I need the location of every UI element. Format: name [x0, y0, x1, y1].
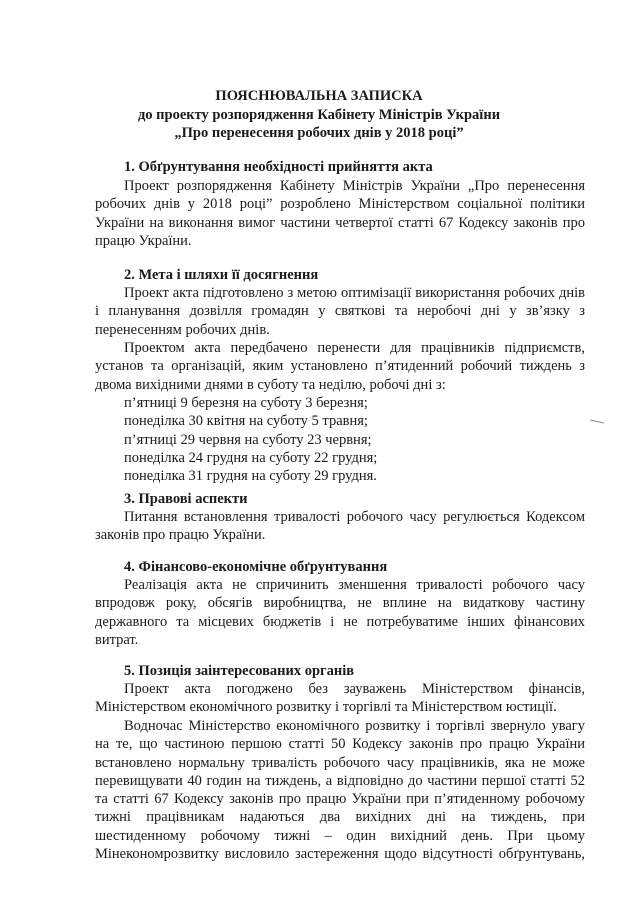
section-5-paragraph-2: Водночас Міністерство економічного розвитку і торгівлі звернуло увагу на те, що частиною першою статті 50 Кодексу законів про працю України встановлено нормальну тривалість робочого часу працівників, яка не може перевищувати 40 годин на тиждень, а відповідно до частини першої статті 52 та статті 67 Кодексу законів про працю України при п’ятиденному робочому тижні працівникам надаються два вихідних дні на тиждень, при шестиденному робочому тижні – один вихідний день. При цьому Мінекономрозвитку висловило застереження щодо відсутності обґрунтувань,: [95, 718, 585, 863]
list-item: понеділка 30 квітня на суботу 5 травня;: [124, 413, 368, 430]
document-subtitle-line1: до проекту розпорядження Кабінету Міністрів України: [137, 107, 501, 123]
section-2-title: 2. Мета і шляхи її досягнення: [124, 267, 319, 283]
section-1-title: 1. Обґрунтування необхідності прийняття акта: [124, 159, 433, 175]
section-3-paragraph: Питання встановлення тривалості робочого часу регулюється Кодексом законів про працю України.: [95, 509, 585, 544]
section-5-title: 5. Позиція заінтересованих органів: [124, 663, 355, 679]
document-subtitle-line2: „Про перенесення робочих днів у 2018 році”: [174, 125, 464, 141]
section-5-paragraph-1: Проект акта погоджено без зауважень Міністерством фінансів, Міністерством економічного розвитку і торгівлі та Міністерством юстиції.: [95, 681, 585, 716]
section-1-paragraph: Проект розпорядження Кабінету Міністрів України „Про перенесення робочих днів у 2018 році” розроблено Міністерством соціальної політики України на виконання вимог частини четвертої статті 67 Кодексу законів про працю України.: [95, 178, 585, 249]
section-3-title: 3. Правові аспекти: [124, 491, 248, 507]
section-4-title: 4. Фінансово-економічне обґрунтування: [124, 559, 388, 575]
transfer-days-list: [124, 394, 377, 485]
section-2-paragraph-2: Проектом акта передбачено перенести для працівників підприємств, установ та організацій, яким установлено п’ятиденний робочий тиждень з двома вихідними днями в суботу та неділю, робочі дні з:: [95, 340, 585, 393]
list-item: п’ятниці 9 березня на суботу 3 березня;: [124, 395, 368, 411]
scan-artifact: [590, 420, 604, 424]
section-2-paragraph-1: Проект акта підготовлено з метою оптимізації використання робочих днів і планування дозвілля громадян у святкові та неробочі дні у зв’язку з перенесенням робочих днів.: [95, 285, 585, 338]
document-title: ПОЯСНЮВАЛЬНА ЗАПИСКА: [215, 88, 423, 104]
list-item: п’ятниці 29 червня на суботу 23 червня;: [124, 431, 372, 448]
list-item: понеділка 24 грудня на суботу 22 грудня;: [124, 449, 378, 466]
list-item: понеділка 31 грудня на суботу 29 грудня.: [124, 468, 377, 485]
section-4-paragraph: Реалізація акта не спричинить зменшення тривалості робочого часу впродовж року, обсягів виробництва, не вплине на видаткову частину державного та місцевих бюджетів і не потребуватиме інших фінансових витрат.: [95, 577, 585, 648]
